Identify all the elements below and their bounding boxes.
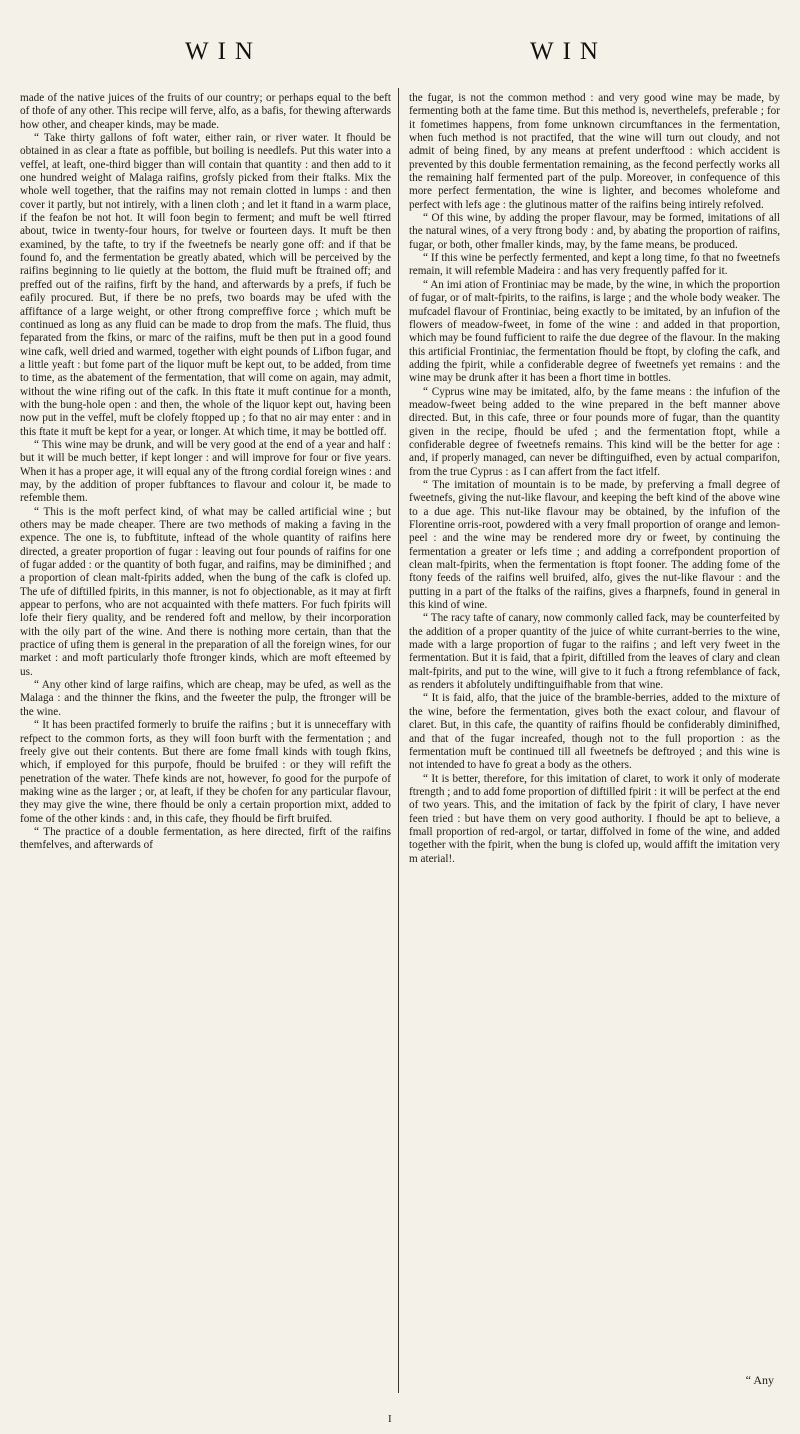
paragraph: “ This wine may be drunk, and will be very good at the end of a year and half : but it will be much better, if kept longer : and will improve for four or five years. When it has a proper age, it will equal any of the ftrong cordial foreign wines : and may, by the addition of proper fubftances to flavour and colour it, be made to refemble them. [20, 438, 391, 505]
running-head-right: WIN [530, 38, 607, 65]
paragraph: “ The imitation of mountain is to be made, by preferving a fmall degree of fweetnefs, giving the nut-like flavour, and keeping the beft kind of the above wine to a due age. This nut-like flavour may be obtained, by the infufion of the Florentine orris-root, powdered with a very fmall proportion of orange and lemon-peel : and the wine may be rendered more dry or fweet, by continuing the fermentation a greater or lefs time ; and adding a correfpondent proportion of clean malt-fpirits, when the fermentation is ftopt fooner. The adding fome of the ftony feeds of the raifins well bruifed, alfo, gives the nut-like flavour : and the putting in a part of the ftalks of the raifins, gives a fharpnefs, found in general in this kind of wine. [409, 478, 780, 612]
paragraph: “ It is better, therefore, for this imitation of claret, to work it only of moderate ftrength ; and to add fome proportion of diftilled fpirit : it will be perfect at the end of two years. This, and the imitation of fack by the fpirit of clary, I have never feen tried : but have them on very good authority. I fhould be apt to believe, a fmall proportion of red-argol, or tartar, diffolved in fome of the wine, and added together with the fpirit, when the bung is clofed up, would affift the imitation very m aterial!. [409, 772, 780, 865]
paragraph: “ The practice of a double fermentation, as here directed, firft of the raifins themfelves, and afterwards of [20, 825, 391, 852]
paragraph: “ Take thirty gallons of foft water, either rain, or river water. It fhould be obtained in as clear a ftate as poffible, but boiling is needlefs. Put this water into a veffel, at leaft, one-third bigger than will contain that quantity : and then add to it one hundred weight of Malaga raifins, grofsly picked from their ftalks. Mix the whole well together, that the raifins may not remain clotted in lumps : and then cover it partly, but not intirely, with a linen cloth ; and let it ftand in a warm place, if the feafon be not hot. It will foon begin to ferment; and muft be well ftirred about, twice in twenty-four hours, for twelve or fourteen days. It muft be then examined, by the tafte, to try if the fweetnefs be nearly gone off: and if that be found fo, and the fermentation be greatly abated, which will be perceived by the raifins beginning to lie quietly at the bottom, the fluid muft be ftrained off; and preffed out of the raifins, firft by the hand, and afterwards by a prefs, if fuch be eafily procured. But, if there be no prefs, two boards may be ufed with the affiftance of a large weight, or other ftrong compreffive force ; which muft be continued as long as any fluid can be made to drop from the mafs. The fluid, thus feparated from the fkins, or marc of the raifins, muft be then put in a good found wine cafk, well dried and warmed, together with eight pounds of Lifbon fugar, and a little yeaft : but fome part of the liquor muft be kept out, to be added, from time to time, as the abatement of the fermentation, that will come on again, may admit, without the wine rifing out of the cafk. In this ftate it muft continue for a month, with the bung-hole open : and then, the whole of the liquor kept out, having been now put in the veffel, muft be clofely ftopped up ; fo that no air may enter : and in this ftate it muft be kept for a year, or longer. At which time, it may be bottled off. [20, 132, 391, 438]
paragraph: “ The racy tafte of canary, now commonly called fack, may be counterfeited by the addition of a proper quantity of the juice of white currant-berries to the wine, made with a large proportion of fugar to the raifins ; and left very fweet in the fermentation. But it is faid, that a fpirit, diftilled from the leaves of clary and clean malt-fpirits, and put to the wine, will give to it fuch a ftrong refemblance of fack, as renders it abfolutely undiftinguifhable from that wine. [409, 612, 780, 692]
left-column [20, 92, 391, 1392]
paragraph: the fugar, is not the common method : and very good wine may be made, by fermenting both at the fame time. But this method is, neverthelefs, preferable ; for it fometimes happens, from fome unknown circumftances in the fermentation, when fuch method is not practifed, that the wine will turn out cloudy, and not admit of being fined, by any means at prefent underftood : which accident is prevented by this double fermentation remaining, as the fecond perfectly works all the remaining half fermented part of the pulp. Moreover, in confequence of this more perfect fermentation, the wine is lighter, and becomes wholefome and perfect with lefs age : the glutinous matter of the raifins being intirely refolved. [409, 92, 780, 211]
paragraph: “ It is faid, alfo, that the juice of the bramble-berries, added to the mixture of the wine, before the fermentation, gives both the exact colour, and flavour of claret. But, in this cafe, the quantity of raifins fhould be confiderably diminifhed, and that of the fugar increafed, though not to the full proportion : as the fermentation muft be continued till all fweetnefs be deftroyed ; and this wine is not intended to have fo great a body as the others. [409, 692, 780, 772]
running-head-left: WIN [185, 38, 262, 65]
signature-mark: I [388, 1413, 392, 1425]
paragraph: “ If this wine be perfectly fermented, and kept a long time, fo that no fweetnefs remain, it will refemble Madeira : and has very frequently paffed for it. [409, 252, 780, 278]
catchword: “ Any [745, 1373, 774, 1387]
paragraph: “ This is the moft perfect kind, of what may be called artificial wine ; but others may be made cheaper. There are two methods of making a faving in the expence. The one is, to fubftitute, inftead of the whole quantity of raifins here directed, a greater proportion of fugar : leaving out four pounds of raifins for one of fugar added : or the quantity of both fugar, and raifins, may be diminifhed ; and a proportion of clean malt-fpirits added, when the bung of the cafk is clofed up. The ufe of diftilled fpirits, in this manner, is not fo objectionable, as it may at firft appear to perfons, who are not acquainted with thefe matters. For fuch fpirits will lofe their fiery quality, and be rendered foft and mellow, by their incorporation with the oily part of the wine. And there is nothing more certain, than that the practice of ufing them is general in the preparation of all the foreign wines, for our market : and moft particularly thofe ftronger kinds, which are moft efteemed by us. [20, 505, 391, 678]
paragraph: “ An imi ation of Frontiniac may be made, by the wine, in which the proportion of fugar, or of malt-fpirits, to the raifins, is large ; and the whole body weaker. The mufcadel flavour of Frontiniac, being exactly to be imitated, by an infufion of the flowers of meadow-fweet, in fome of the wine : and added in that proportion, which may be found fufficient to raife the due degree of the flavour. In the making this artificial Frontiniac, the fermentation fhould be ftopt, by clofing the cafk, and adding the fpirit, while a confiderable degree of fweetnefs yet remains : and the wine may be drunk after it has been a fhort time in bottles. [409, 278, 780, 385]
paragraph: made of the native juices of the fruits of our country; or perhaps equal to the beft of thofe of any other. This recipe will ferve, alfo, as a bafis, for thewing afterwards how other, and cheaper kinds, may be made. [20, 92, 391, 131]
paragraph: “ Of this wine, by adding the proper flavour, may be formed, imitations of all the natural wines, of a very ftrong body : and, by abating the proportion of raifins, fugar, or both, other fmaller kinds, may, by the fame means, be produced. [409, 212, 780, 251]
column-divider [398, 88, 399, 1393]
paragraph: “ It has been practifed formerly to bruife the raifins ; but it is unneceffary with refpect to the common forts, as they will foon burft with the fermentation ; and freely give out their contents. But there are fome fmall kinds with tough fkins, which, if employed for this purpofe, fhould be bruifed : or they will refift the penetration of the water. Thefe kinds are not, however, fo good for the purpofe of making wine as the larger ; or, at leaft, if they be chofen for any particular flavour, they may give the wine, there fhould be only a certain proportion mixt, added to fome of the other kinds : and, in this cafe, they fhould be firft bruifed. [20, 719, 391, 825]
paragraph: “ Cyprus wine may be imitated, alfo, by the fame means : the infufion of the meadow-fweet being added to the wine prepared in the beft manner above directed. But, in this cafe, three or four pounds more of fugar, than the quantity given in the recipe, fhould be ufed ; and the fermentation ftopt, while a confiderable degree of fweetnefs remains. This kind will be the better for age : and, if properly managed, can never be diftinguifhed, even by actual comparifon, from the true Cyprus : as I can affert from the fact itfelf. [409, 385, 780, 478]
paragraph: “ Any other kind of large raifins, which are cheap, may be ufed, as well as the Malaga : and the thinner the fkins, and the fweeter the pulp, the ftronger will be the wine. [20, 679, 391, 718]
right-column [409, 92, 780, 1392]
